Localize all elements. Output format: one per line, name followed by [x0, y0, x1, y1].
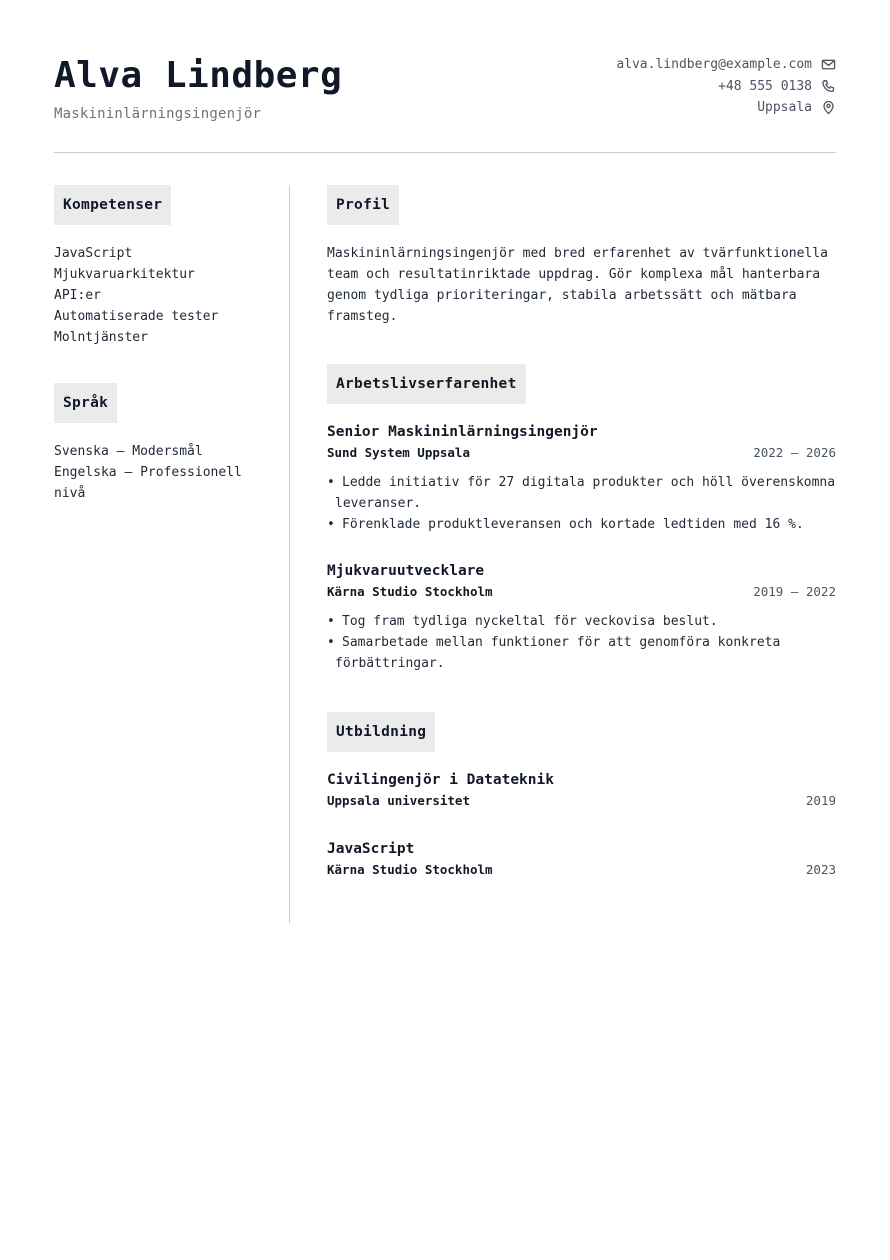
phone-icon: [821, 79, 836, 94]
languages-heading: Språk: [54, 383, 117, 423]
education-school: Uppsala universitet: [327, 793, 470, 808]
job-entry: [327, 561, 836, 674]
profile-text: Maskininlärningsingenjör med bred erfarenhet av tvärfunktionella team och resultatinriktade uppdrag. Gör komplexa mål hanterbara genom tydliga prioriteringar, stabila arbetssätt och mätbara framsteg.: [327, 246, 828, 324]
job-dates: 2019 — 2022: [753, 584, 836, 599]
location-text: Uppsala: [757, 100, 812, 116]
job-meta: [327, 581, 836, 602]
languages-list: [54, 441, 264, 504]
education-heading: Utbildning: [327, 712, 435, 752]
languages-section: [54, 383, 264, 504]
resume-body: [54, 185, 836, 923]
language-item: Svenska — Modersmål: [54, 444, 203, 459]
skill-item: Automatiserade tester: [54, 309, 219, 324]
education-degree: Civilingenjör i Datateknik: [327, 772, 554, 788]
location-pin-icon: [821, 100, 836, 115]
job-entry: [327, 422, 836, 535]
skills-list: [54, 243, 264, 348]
main-content: [327, 185, 836, 880]
resume-header: [54, 54, 836, 153]
skill-item: API:er: [54, 288, 101, 303]
skill-item: Mjukvaruarkitektur: [54, 267, 195, 282]
job-bullet: • Ledde initiativ för 27 digitala produkter och höll överenskomna leveranser.: [327, 472, 836, 514]
contact-location: [616, 97, 836, 119]
experience-heading: Arbetslivserfarenhet: [327, 364, 526, 404]
education-meta: [327, 859, 836, 880]
job-bullet: • Samarbetade mellan funktioner för att genomföra konkreta förbättringar.: [327, 632, 836, 674]
candidate-title: Maskininlärningsingenjör: [54, 106, 262, 122]
candidate-name: Alva Lindberg: [54, 55, 343, 96]
education-entry: [327, 770, 836, 811]
skills-section: [54, 185, 264, 348]
job-bullet: • Tog fram tydliga nyckeltal för veckovisa beslut.: [327, 611, 836, 632]
skill-item: JavaScript: [54, 246, 133, 261]
phone-text[interactable]: +48 555 0138: [718, 78, 812, 94]
education-year: 2023: [805, 862, 836, 877]
skill-item: Molntjänster: [54, 330, 148, 345]
job-dates: 2022 — 2026: [753, 445, 836, 460]
education-entry: [327, 839, 836, 880]
sidebar: [54, 185, 264, 504]
job-meta: [327, 442, 836, 463]
education-school: Kärna Studio Stockholm: [327, 862, 493, 877]
job-role: Mjukvaruutvecklare: [327, 563, 485, 579]
job-role: Senior Maskininlärningsingenjör: [327, 424, 598, 440]
profile-section: [327, 185, 836, 327]
contact-block: [616, 54, 836, 119]
contact-phone[interactable]: [616, 76, 836, 98]
mail-icon: [821, 57, 836, 72]
job-bullet: • Förenklade produktleveransen och kortade ledtiden med 16 %.: [327, 514, 836, 535]
profile-heading: Profil: [327, 185, 399, 225]
job-bullets: [327, 472, 836, 535]
column-divider: [289, 185, 290, 923]
experience-section: [327, 364, 836, 674]
education-year: 2019: [805, 793, 836, 808]
education-meta: [327, 790, 836, 811]
email-text[interactable]: alva.lindberg@example.com: [616, 57, 812, 73]
job-bullets: [327, 611, 836, 674]
language-item: Engelska — Professionell nivå: [54, 465, 242, 501]
job-company: Kärna Studio Stockholm: [327, 584, 493, 599]
contact-email[interactable]: [616, 54, 836, 76]
skills-heading: Kompetenser: [54, 185, 171, 225]
education-degree: JavaScript: [327, 841, 415, 857]
education-section: [327, 712, 836, 880]
job-company: Sund System Uppsala: [327, 445, 470, 460]
